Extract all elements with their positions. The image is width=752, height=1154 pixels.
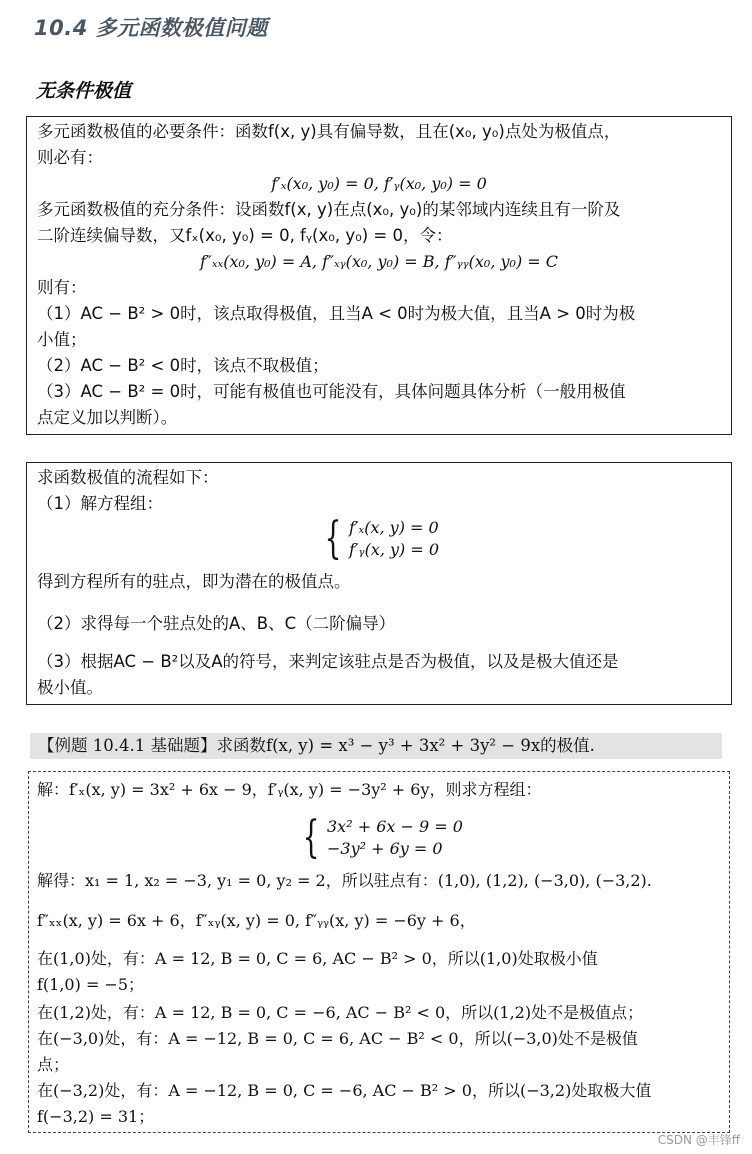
- procedure-step-1: （1）解方程组：: [37, 494, 163, 513]
- procedure-critical-points: 得到方程所有的驻点，即为潜在的极值点。: [37, 572, 351, 591]
- example-title-bar: 【例题 10.4.1 基础题】求函数f(x, y) = x³ − y³ + 3x² + 3y² − 9x的极值.: [30, 733, 722, 759]
- solution-system: [297, 812, 463, 863]
- sufficient-condition-line: 多元函数极值的充分条件：设函数f(x, y)在点(x₀, y₀)的某邻域内连续且有一阶及: [37, 200, 621, 219]
- procedure-step-3-line-2: 极小值。: [37, 678, 103, 697]
- extremum-conditions-box: [26, 116, 732, 435]
- solution-box: [28, 771, 730, 1133]
- case-1-line-2: 小值；: [37, 330, 87, 349]
- system-row: 3x² + 6x − 9 = 0: [327, 817, 463, 836]
- solution-min-value: f(1,0) = −5；: [37, 975, 145, 994]
- solution-roots: 解得：x₁ = 1, x₂ = −3, y₁ = 0, y₂ = 2，所以驻点有：(1,0), (1,2), (−3,0), (−3,2).: [37, 871, 652, 890]
- solution-point-neg3-0: 在(−3,0)处，有：A = −12, B = 0, C = 6, AC − B² < 0，所以(−3,0)处不是极值: [37, 1029, 638, 1048]
- procedure-box: [26, 462, 732, 705]
- procedure-step-3: （3）根据AC − B²以及A的符号，来判定该驻点是否为极值，以及是极大值还是: [37, 652, 619, 671]
- solution-point-neg3-2: 在(−3,2)处，有：A = −12, B = 0, C = −6, AC − B² > 0，所以(−3,2)处取极大值: [37, 1081, 652, 1100]
- procedure-intro: 求函数极值的流程如下：: [37, 468, 219, 487]
- left-brace: {: [302, 812, 320, 863]
- system-row: f′ᵧ(x, y) = 0: [349, 540, 440, 559]
- case-3-line-2: 点定义加以判断）。: [37, 408, 178, 427]
- left-brace: {: [324, 513, 342, 564]
- then-line: 则有：: [37, 278, 87, 297]
- solution-max-value: f(−3,2) = 31；: [37, 1107, 155, 1126]
- solution-point-1-0: 在(1,0)处，有：A = 12, B = 0, C = 6, AC − B² > 0，所以(1,0)处取极小值: [37, 949, 598, 968]
- procedure-step-2: （2）求得每一个驻点处的A、B、C（二阶偏导）: [37, 614, 396, 633]
- system-row: f′ₓ(x, y) = 0: [349, 518, 439, 537]
- necessary-condition-line-2: 则必有：: [37, 148, 103, 167]
- second-derivative-equation: f″ₓₓ(x₀, y₀) = A, f″ₓᵧ(x₀, y₀) = B, f″ᵧᵧ(x₀, y₀) = C: [199, 252, 559, 271]
- solution-second-derivatives: f″ₓₓ(x, y) = 6x + 6，f″ₓᵧ(x, y) = 0, f″ᵧᵧ(x, y) = −6y + 6，: [37, 911, 476, 930]
- partial-derivative-system: [319, 513, 440, 564]
- case-2-line: （2）AC − B² < 0时，该点不取极值；: [37, 356, 329, 375]
- first-derivative-equation: f′ₓ(x₀, y₀) = 0, f′ᵧ(x₀, y₀) = 0: [271, 174, 487, 193]
- system-row: −3y² + 6y = 0: [327, 839, 443, 858]
- necessary-condition-line: 多元函数极值的必要条件：函数f(x, y)具有偏导数，且在(x₀, y₀)点处为极值点，: [37, 122, 621, 141]
- solution-derivatives: 解：f′ₓ(x, y) = 3x² + 6x − 9，f′ᵧ(x, y) = −3y² + 6y，则求方程组：: [37, 780, 542, 799]
- case-3-line: （3）AC − B² = 0时，可能有极值也可能没有，具体问题具体分析（一般用极值: [37, 382, 626, 401]
- solution-point-neg3-0-cont: 点；: [37, 1055, 70, 1074]
- sufficient-condition-line-2: 二阶连续偏导数，又fₓ(x₀, y₀) = 0, fᵧ(x₀, y₀) = 0，令：: [37, 226, 453, 245]
- section-title: 10.4 多元函数极值问题: [34, 16, 268, 40]
- case-1-line: （1）AC − B² > 0时，该点取得极值，且当A < 0时为极大值，且当A > 0时为极: [37, 304, 636, 323]
- solution-point-1-2: 在(1,2)处，有：A = 12, B = 0, C = −6, AC − B² < 0，所以(1,2)处不是极值点；: [37, 1003, 644, 1022]
- subsection-title: 无条件极值: [36, 80, 132, 102]
- watermark: CSDN @丰锋ff: [657, 1133, 740, 1147]
